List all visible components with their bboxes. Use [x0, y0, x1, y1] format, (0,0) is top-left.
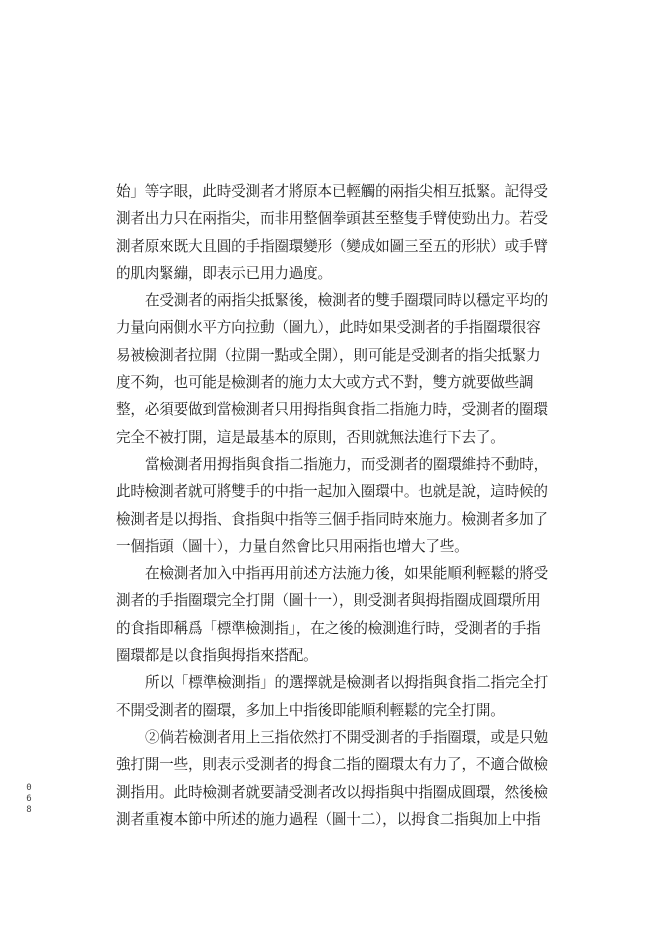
text-line-21: ②倘若檢測者用上三指依然打不開受測者的手指圈環，或是只勉 — [145, 728, 549, 746]
page-number: 068 — [24, 783, 34, 816]
text-line-23: 測指用。此時檢測者就要請受測者改以拇指與中指圈成圓環，然後檢 — [116, 783, 548, 801]
text-line-6: 力量向兩側水平方向拉動（圖九），此時如果受測者的手指圈環很容 — [116, 319, 541, 337]
text-line-4: 的肌肉緊繃，即表示已用力過度。 — [116, 264, 332, 282]
text-line-12: 此時檢測者就可將雙手的中指一起加入圈環中。也就是說，這時候的 — [116, 483, 548, 501]
text-line-19: 所以「標準檢測指」的選擇就是檢測者以拇指與食指二指完全打 — [145, 674, 549, 692]
text-line-15: 在檢測者加入中指再用前述方法施力後，如果能順利輕鬆的將受 — [145, 565, 549, 583]
text-line-11: 當檢測者用拇指與食指二指施力，而受測者的圈環維持不動時， — [145, 455, 549, 473]
text-line-14: 一個指頭（圖十），力量自然會比只用兩指也增大了些。 — [116, 537, 469, 555]
text-line-5: 在受測者的兩指尖抵緊後，檢測者的雙手圈環同時以穩定平均的 — [145, 292, 549, 310]
text-line-16: 測者的手指圈環完全打開（圖十一），則受測者與拇指圈成圓環所用 — [116, 592, 541, 610]
text-line-18: 圈環都是以食指與拇指來搭配。 — [116, 647, 318, 665]
text-line-17: 的食指即稱爲「標準檢測指」，在之後的檢測進行時，受測者的手指 — [116, 619, 541, 637]
text-line-8: 度不夠，也可能是檢測者的施力太大或方式不對，雙方就要做些調 — [116, 374, 534, 392]
text-line-24: 測者重複本節中所述的施力過程（圖十二），以拇食二指與加上中指 — [116, 810, 541, 828]
text-line-3: 測者原來既大且圓的手指圈環變形（變成如圖三至五的形狀）或手臂 — [116, 237, 548, 255]
text-line-13: 檢測者是以拇指、食指與中指等三個手指同時來施力。檢測者多加了 — [116, 510, 548, 528]
text-line-7: 易被檢測者拉開（拉開一點或全開），則可能是受測者的指尖抵緊力 — [116, 346, 541, 364]
text-line-20: 不開受測者的圈環，多加上中指後即能順利輕鬆的完全打開。 — [116, 701, 505, 719]
body-text — [116, 178, 566, 833]
text-line-2: 測者出力只在兩指尖，而非用整個拳頭甚至整隻手臂使勁出力。若受 — [116, 210, 548, 228]
text-line-10: 完全不被打開，這是最基本的原則，否則就無法進行下去了。 — [116, 428, 505, 446]
text-line-1: 始」等字眼，此時受測者才將原本已輕觸的兩指尖相互抵緊。記得受 — [116, 183, 548, 200]
text-line-9: 整，必須要做到當檢測者只用拇指與食指二指施力時，受測者的圈環 — [116, 401, 548, 419]
text-line-22: 強打開一些，則表示受測者的拇食二指的圈環太有力了，不適合做檢 — [116, 756, 548, 774]
